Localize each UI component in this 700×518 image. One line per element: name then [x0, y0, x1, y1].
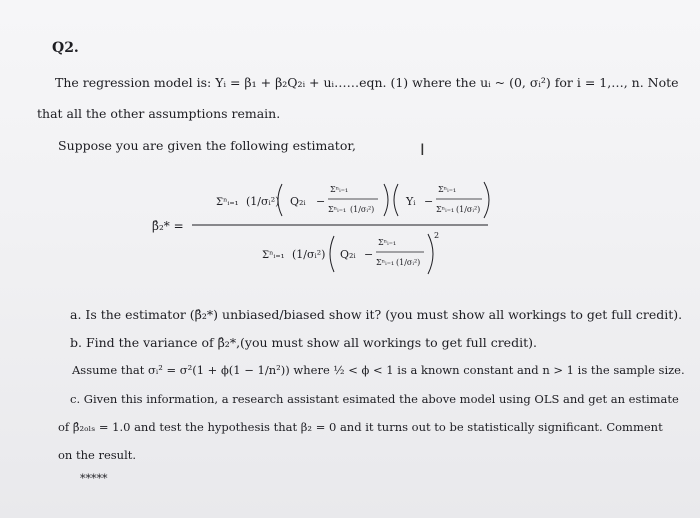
part-c: c. Given this information, a research assistant esimated the above model using OLS and get an estimate — [70, 392, 679, 406]
numerator-inner2-sum-bottom: Σⁿᵢ₌₁ — [436, 205, 455, 214]
numerator-paren-close — [384, 184, 388, 216]
numerator-paren2-close — [484, 182, 489, 218]
part-b-assumption: Assume that σᵢ² = σ²(1 + ϕ(1 − 1/n²)) where ½ < ϕ < 1 is a known constant and n > 1 is the sample size. — [72, 363, 685, 377]
formula-lhs: β̂₂* = — [152, 219, 184, 233]
end-marker: ***** — [80, 472, 108, 485]
denominator-weight: (1/σᵢ²) — [292, 248, 326, 261]
denominator-paren-open — [330, 236, 334, 272]
denominator-inner-sum-bottom: Σⁿᵢ₌₁ — [376, 258, 395, 267]
part-a: a. Is the estimator (β̂₂*) unbiased/biased show it? (you must show all workings to get full credit). — [70, 307, 683, 322]
numerator-inner-weight: (1/σᵢ²) — [350, 205, 375, 214]
numerator-inner2-sum-top: Σⁿᵢ₌₁ — [438, 185, 457, 194]
numerator-inner-sum-bottom: Σⁿᵢ₌₁ — [328, 205, 347, 214]
denominator-exponent: 2 — [434, 231, 440, 240]
denominator-inner-weight: (1/σᵢ²) — [396, 258, 421, 267]
numerator-sum: Σⁿᵢ₌₁ — [216, 197, 239, 208]
numerator-minus-2: − — [424, 195, 434, 208]
model-statement-cont: that all the other assumptions remain. — [37, 106, 281, 121]
numerator-inner2-weight: (1/σᵢ²) — [456, 205, 481, 214]
denominator-minus: − — [364, 248, 374, 261]
numerator-minus: − — [316, 195, 326, 208]
numerator-weight: (1/σᵢ²) — [246, 195, 280, 208]
model-statement: The regression model is: Yᵢ = β₁ + β₂Q₂ᵢ + uᵢ……eqn. (1) where the uᵢ ~ (0, σᵢ²) for i = 1,…, n. Note — [55, 75, 679, 90]
numerator-q2i: Q₂ᵢ — [290, 195, 306, 208]
part-c-cont: of β̂₂ₒₗₛ = 1.0 and test the hypothesis that β₂ = 0 and it turns out to be statistically significant. Comment — [58, 420, 663, 434]
numerator-paren2-open — [394, 184, 398, 216]
numerator-yi: Yᵢ — [406, 195, 416, 208]
numerator-inner-sum-top: Σⁿᵢ₌₁ — [330, 185, 349, 194]
denominator-sum: Σⁿᵢ₌₁ — [262, 250, 285, 261]
text-cursor-icon: I — [420, 140, 425, 159]
part-c-end: on the result. — [58, 448, 137, 462]
denominator-q2i: Q₂ᵢ — [340, 248, 356, 261]
denominator-inner-sum-top: Σⁿᵢ₌₁ — [378, 238, 397, 247]
part-b: b. Find the variance of β̂₂*,(you must show all workings to get full credit). — [70, 335, 537, 350]
estimator-intro: Suppose you are given the following estimator, — [58, 138, 356, 153]
denominator-paren-close — [428, 234, 433, 274]
estimator-formula — [150, 168, 550, 280]
question-title: Q2. — [52, 40, 79, 56]
